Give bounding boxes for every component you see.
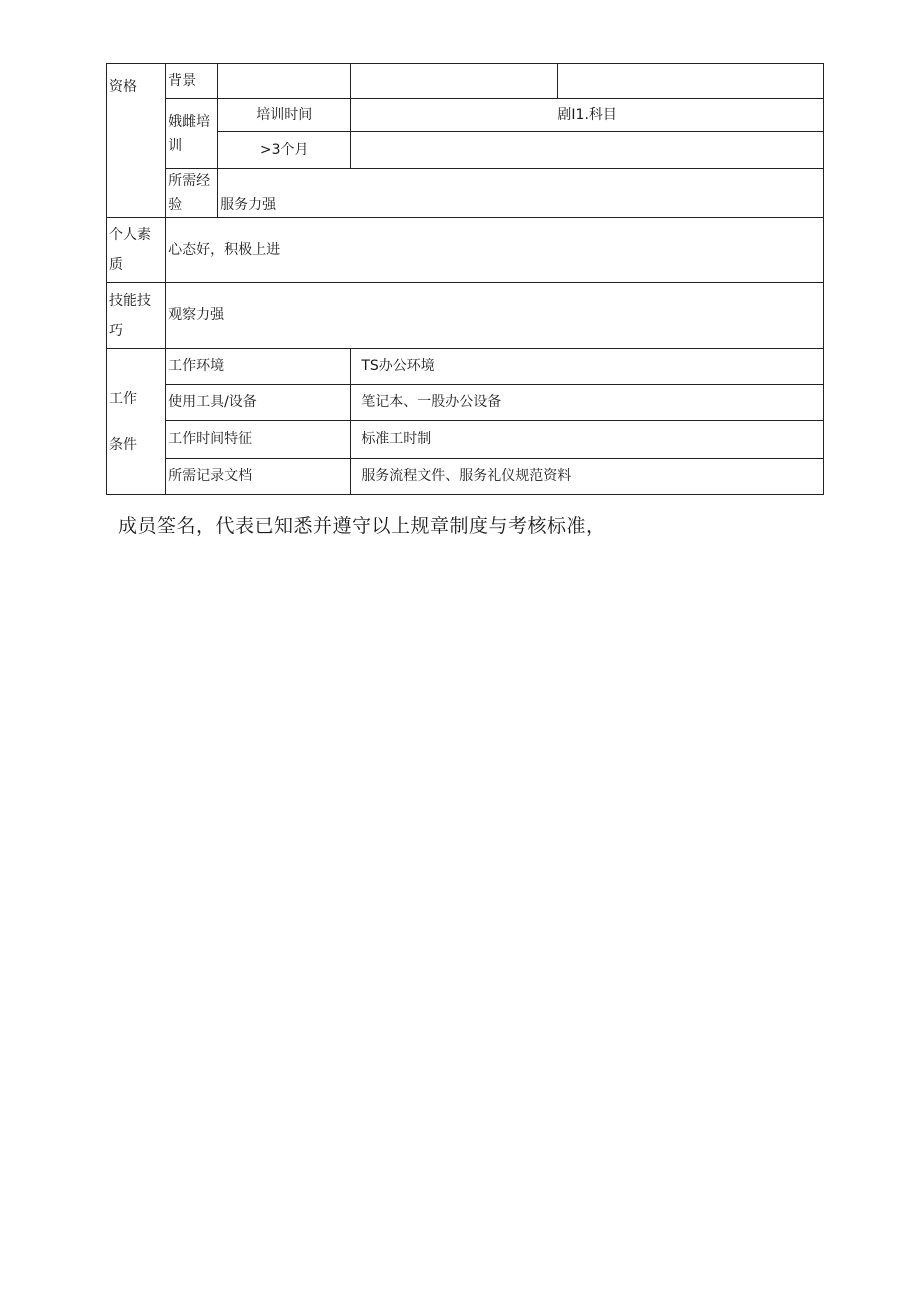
training-subject-header: 剧I1.科目 — [351, 99, 824, 132]
skills-label-text: 技能技巧 — [109, 292, 151, 339]
training-label — [166, 99, 218, 169]
experience-value: 服务力强 — [218, 169, 824, 218]
training-label-text: 娥雌培训 — [168, 113, 211, 154]
skills-value: 观察力强 — [166, 283, 824, 349]
condition-value: TS办公环境 — [351, 349, 824, 385]
condition-key: 所需记录文档 — [166, 459, 351, 495]
training-time-value: >3个月 — [218, 132, 351, 169]
personal-quality-label-text: 个人素质 — [109, 227, 151, 273]
condition-value: 笔记本、一股办公设备 — [351, 385, 824, 421]
training-time-header: 培训时间 — [218, 99, 351, 132]
condition-value: 标准工时制 — [351, 421, 824, 459]
personal-quality-label — [107, 218, 166, 283]
qualification-label: 资格 — [107, 64, 166, 218]
job-description-table — [106, 63, 824, 495]
background-cell-1 — [218, 64, 351, 99]
condition-key: 工作时间特征 — [166, 421, 351, 459]
background-label: 背景 — [166, 64, 218, 99]
experience-label — [166, 169, 218, 218]
personal-quality-value: 心态好，积极上进 — [166, 218, 824, 283]
condition-key: 使用工具/设备 — [166, 385, 351, 421]
background-cell-2 — [351, 64, 557, 99]
skills-label — [107, 283, 166, 349]
signature-statement: 成员筌名，代表已知悉并遵守以上规章制度与考核标准， — [118, 515, 606, 537]
condition-key: 工作环境 — [166, 349, 351, 385]
condition-value: 服务流程文件、服务礼仪规范资料 — [351, 459, 824, 495]
background-cell-3 — [557, 64, 823, 99]
work-conditions-label-text: 工作条件 — [109, 390, 137, 453]
experience-label-text: 所需经验 — [168, 173, 211, 213]
training-subject-value — [351, 132, 824, 169]
work-conditions-label — [107, 349, 166, 495]
